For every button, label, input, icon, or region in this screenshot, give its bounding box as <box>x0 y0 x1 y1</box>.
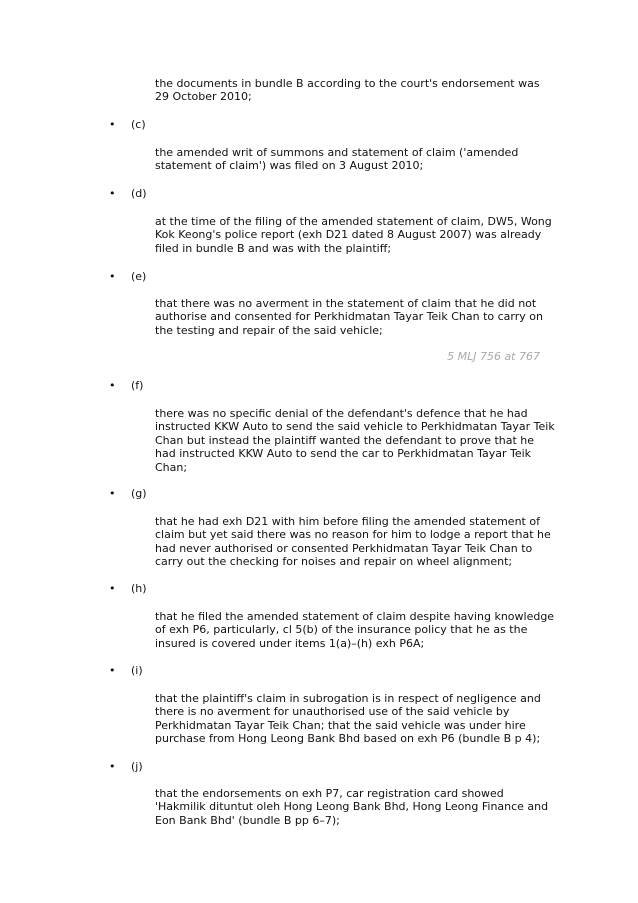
list-item-c-head <box>109 118 146 131</box>
list-item-i-text: that the plaintiff's claim in subrogation is in respect of negligence and there is no averment for unauthorised use of the said vehicle by Perkhidmatan Tayar Teik Chan; that the said vehicle was under hire purchase from Hong Leong Bank Bhd based on exh P6 (bundle B p 4); <box>155 692 541 746</box>
list-item-f-text: there was no specific denial of the defendant's defence that he had instructed KKW Auto to send the said vehicle to Perkhidmatan Tayar Teik Chan but instead the plaintiff wanted the defendant to prove that he had instructed KKW Auto to send the car to Perkhidmatan Tayar Teik Chan; <box>155 407 555 474</box>
list-item-e-text: that there was no averment in the statement of claim that he did not authorise and consented for Perkhidmatan Tayar Teik Chan to carry on the testing and repair of the said vehicle; <box>155 297 543 337</box>
item-label: (c) <box>131 118 146 131</box>
list-item-j-text: that the endorsements on exh P7, car registration card showed 'Hakmilik dituntut oleh Hong Leong Bank Bhd, Hong Leong Finance and Eon Bank Bhd' (bundle B pp 6–7); <box>155 787 549 827</box>
item-label: (d) <box>131 187 147 200</box>
list-item-h-text: that he filed the amended statement of claim despite having knowledge of exh P6, particularly, cl 5(b) of the insurance policy that he as the insured is covered under items 1(a)–(h) exh P6A; <box>155 610 555 650</box>
item-label: (i) <box>131 664 143 677</box>
bullet-icon: • <box>109 270 116 283</box>
bullet-icon: • <box>109 379 116 392</box>
list-item-i-head <box>109 664 143 677</box>
list-item-g-head <box>109 487 147 500</box>
list-item-g-text: that he had exh D21 with him before filing the amended statement of claim but yet said there was no reason for him to lodge a report that he had never authorised or consented Perkhidmatan Tayar Teik Chan to carry out the checking for noises and repair on wheel alignment; <box>155 515 551 569</box>
list-item-f-head <box>109 379 143 392</box>
bullet-icon: • <box>109 487 116 500</box>
bullet-icon: • <box>109 760 116 773</box>
list-item-h-head <box>109 582 147 595</box>
bullet-icon: • <box>109 187 116 200</box>
list-item-d-text: at the time of the filing of the amended statement of claim, DW5, Wong Kok Keong's police report (exh D21 dated 8 August 2007) was already filed in bundle B and was with the plaintiff; <box>155 215 552 255</box>
list-item-c-text: the amended writ of summons and statement of claim ('amended statement of claim') was filed on 3 August 2010; <box>155 146 519 173</box>
bullet-icon: • <box>109 582 116 595</box>
item-label: (f) <box>131 379 144 392</box>
bullet-icon: • <box>109 664 116 677</box>
intro-paragraph: the documents in bundle B according to the court's endorsement was 29 October 2010; <box>155 77 540 104</box>
item-label: (h) <box>131 582 147 595</box>
list-item-e-head <box>109 270 146 283</box>
item-label: (e) <box>131 270 147 283</box>
list-item-d-head <box>109 187 147 200</box>
item-label: (j) <box>131 760 143 773</box>
page-citation: 5 MLJ 756 at 767 <box>447 350 540 363</box>
bullet-icon: • <box>109 118 116 131</box>
item-label: (g) <box>131 487 147 500</box>
list-item-j-head <box>109 760 143 773</box>
